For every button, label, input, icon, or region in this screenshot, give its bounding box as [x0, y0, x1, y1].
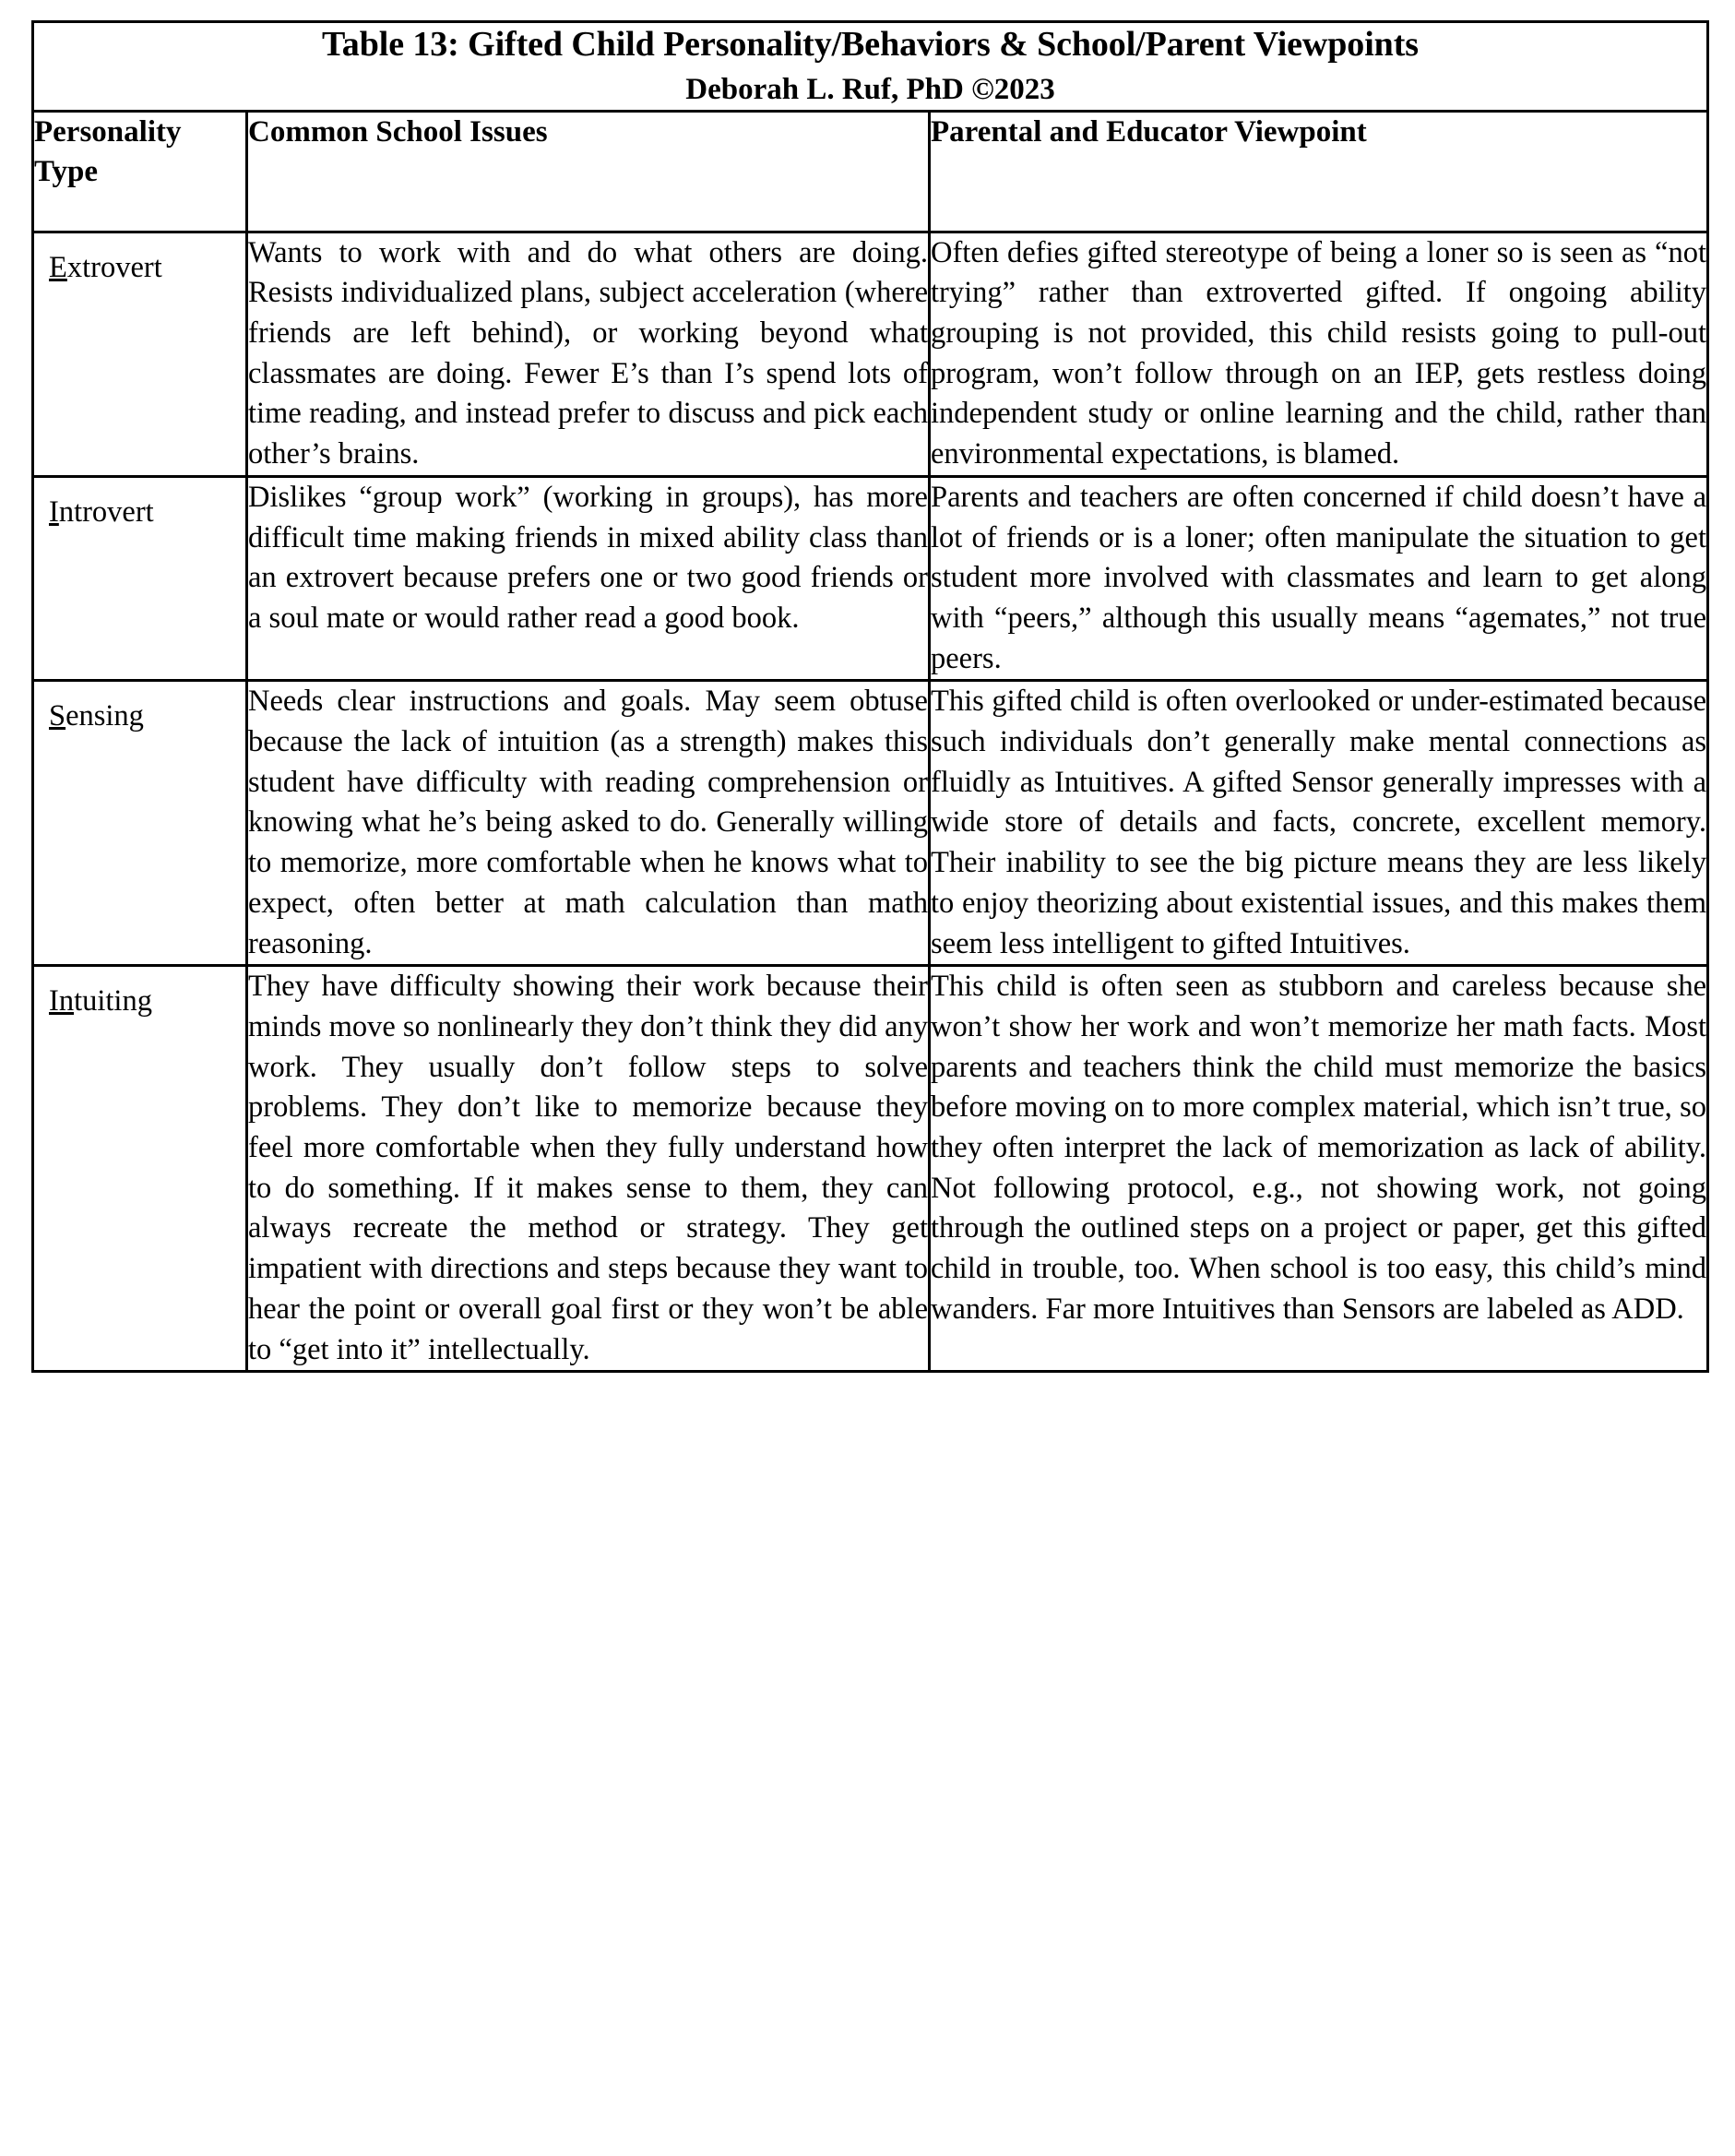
common-school-issues-introvert: Dislikes “group work” (working in groups), has more difficult time making friends in mixed ability class than an extrovert because prefers one or two good friends or a soul mate or would rather read a good book. — [247, 476, 930, 681]
type-remaining-letters: ensing — [65, 699, 144, 733]
column-header-personality-type — [33, 111, 247, 232]
type-remaining-letters: tuiting — [74, 984, 152, 1018]
gifted-child-personality-table — [31, 20, 1709, 1373]
common-school-issues-sensing: Needs clear instructions and goals. May seem obtuse because the lack of intuition (as a strength) makes this student have difficulty with reading comprehension or knowing what he’s being asked to do. Generally willing to memorize, more comfortable when he knows what to expect, often better at math calculation than math reasoning. — [247, 681, 930, 966]
common-school-issues-intuiting: They have difficulty showing their work because their minds move so nonlinearly they don’t think they did any work. They usually don’t follow steps to solve problems. They don’t like to memorize because they feel more comfortable when they fully understand how to do something. If it makes sense to them, they can always recreate the method or strategy. They get impatient with directions and steps because they want to hear the point or overall goal first or they won’t be able to “get into it” intellectually. — [247, 966, 930, 1372]
type-initial-letter: E — [49, 250, 67, 284]
column-header-personality-type-line1: Personality — [34, 114, 182, 149]
parental-educator-viewpoint-intuiting: This child is often seen as stubborn and careless because she won’t show her work and won’t memorize her math facts. Most parents and teachers think the child must memorize the basics before moving on to more complex material, which isn’t true, so they often interpret the lack of memorization as lack of ability. Not following protocol, e.g., not showing work, not going through the outlined steps on a project or paper, get this gifted child in trouble, too. When school is too easy, this child’s mind wanders. Far more Intuitives than Sensors are labeled as ADD. — [930, 966, 1708, 1372]
table-row — [33, 681, 1708, 966]
type-remaining-letters: xtrovert — [66, 250, 162, 284]
table-title-row — [33, 22, 1708, 112]
column-header-common-school-issues: Common School Issues — [247, 111, 930, 232]
table-title-cell — [33, 22, 1708, 112]
parental-educator-viewpoint-sensing: This gifted child is often overlooked or under-estimated because such individuals don’t generally make mental connections as fluidly as Intuitives. A gifted Sensor generally impresses with a wide store of details and facts, concrete, excellent memory. Their inability to see the big picture means they are less likely to enjoy theorizing about existential issues, and this makes them seem less intelligent to gifted Intuitives. — [930, 681, 1708, 966]
parental-educator-viewpoint-introvert: Parents and teachers are often concerned if child doesn’t have a lot of friends or is a loner; often manipulate the situation to get student more involved with classmates and learn to get along with “peers,” although this usually means “agemates,” not true peers. — [930, 476, 1708, 681]
column-header-parental-educator-viewpoint: Parental and Educator Viewpoint — [930, 111, 1708, 232]
common-school-issues-extrovert: Wants to work with and do what others are doing. Resists individualized plans, subject acceleration (where friends are left behind), or working beyond what classmates are doing. Fewer E’s than I’s spend lots of time reading, and instead prefer to discuss and pick each other’s brains. — [247, 232, 930, 476]
column-header-personality-type-line2: Type — [34, 154, 99, 188]
personality-type-label-sensing — [33, 681, 247, 966]
personality-type-label-extrovert — [33, 232, 247, 476]
personality-type-label-introvert — [33, 476, 247, 681]
table-row — [33, 476, 1708, 681]
type-initial-letter: S — [49, 699, 66, 733]
personality-type-label-intuiting — [33, 966, 247, 1372]
type-initial-letter: In — [49, 984, 75, 1018]
table-row — [33, 966, 1708, 1372]
table-row — [33, 232, 1708, 476]
parental-educator-viewpoint-extrovert: Often defies gifted stereotype of being a loner so is seen as “not trying” rather than extroverted gifted. If ongoing ability grouping is not provided, this child resists going to pull-out program, won’t follow through on an IEP, gets restless doing independent study or online learning and the child, rather than environmental expectations, is blamed. — [930, 232, 1708, 476]
table-header-row — [33, 111, 1708, 232]
author-copyright: Deborah L. Ruf, PhD ©2023 — [685, 73, 1055, 107]
page-title: Table 13: Gifted Child Personality/Behaviors & School/Parent Viewpoints — [322, 25, 1419, 64]
type-initial-letter: I — [49, 494, 59, 529]
type-remaining-letters: ntrovert — [58, 494, 154, 529]
